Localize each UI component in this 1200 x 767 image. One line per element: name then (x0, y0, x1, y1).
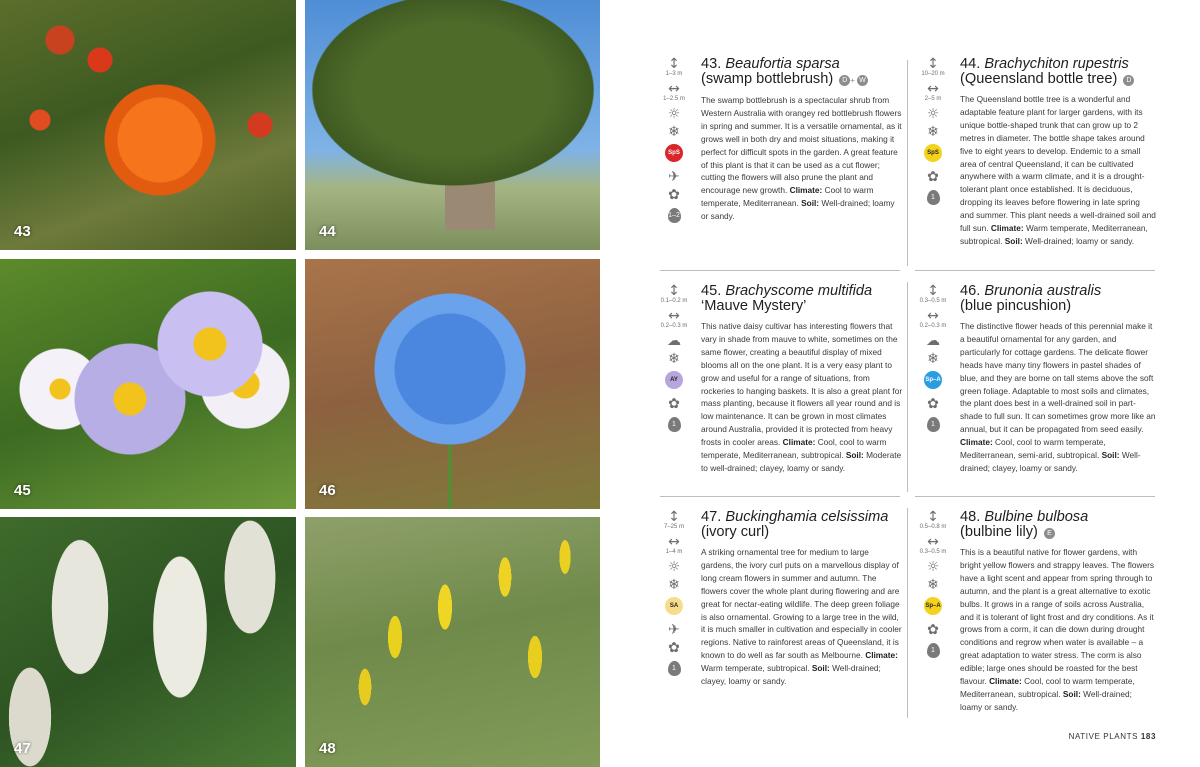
height-value: 7–25 m (663, 524, 684, 530)
plant-entry-46 (918, 284, 1163, 494)
width-icon: ↔ 0.2–0.3 m (919, 308, 947, 329)
plant-number: 44. (960, 56, 981, 72)
frost-icon: ❄ (927, 124, 939, 140)
column-divider (907, 60, 908, 266)
plant-number: 43. (701, 56, 722, 72)
plant-title (960, 510, 1156, 540)
plant-description (701, 546, 903, 688)
photo-number: 48 (319, 740, 336, 757)
water-need: 1 (927, 190, 940, 205)
height-icon: ↕ 7–25 m (663, 509, 684, 530)
flower-season-badge: Sp–A (924, 597, 942, 615)
page-footer (1069, 732, 1156, 741)
height-icon: ↕ 10–20 m (921, 56, 945, 77)
plant-latin-name: Buckinghamia celsissima (725, 509, 889, 525)
climate-label: Climate: (990, 223, 1024, 234)
photo-number: 47 (14, 740, 31, 757)
flower-season-badge: SpS (924, 144, 942, 162)
photo-number: 44 (319, 223, 336, 240)
height-icon: ↕ 0.3–0.5 m (919, 283, 947, 304)
plant-common-name: (swamp bottlebrush) (701, 71, 834, 87)
soil-value: Well-drained; clayey, loamy or sandy. (960, 450, 1141, 473)
frost-icon: ❄ (927, 577, 939, 593)
soil-value: Well-drained; loamy or sandy. (1025, 235, 1135, 246)
wildlife-icon: ✿ (927, 396, 939, 412)
width-value: 0.2–0.3 m (919, 323, 947, 329)
plant-latin-name: Brunonia australis (984, 283, 1102, 299)
soil-value: Well-drained; loamy or sandy. (701, 198, 895, 222)
tag-badge: D (1123, 75, 1134, 86)
plant-description (701, 320, 903, 475)
plant-latin-name: Bulbine bulbosa (984, 509, 1089, 525)
row-divider (660, 270, 900, 271)
height-value: 0.5–0.8 m (919, 524, 947, 530)
soil-label: Soil: (845, 450, 864, 461)
tag-badge: W (857, 75, 868, 86)
soil-label: Soil: (1101, 450, 1120, 461)
description-text: A striking ornamental tree for medium to large gardens, the ivory curl puts on a marvellous display of long cream flowers in summer and autumn. The flowers cover the whole plant during flowering and are great for nectar-eating wildlife. The deep green foliage is also ornamental. Growing to a large tree in the wild, it is much smaller in cultivation and especially in cooler regions. Native to rainforest areas of Queensland, it is known to do well as far south as Melbourne. (701, 547, 902, 661)
flower-season-icon (918, 596, 948, 619)
width-icon: ↔ 0.2–0.3 m (660, 308, 688, 329)
water-need: 1 (668, 661, 681, 676)
plant-title: 43. Beaufortia sparsa (swamp bottlebrush) D + W (701, 57, 903, 88)
climate-value: Cool, cool to warm temperate, Mediterranean, subtropical. (701, 437, 887, 461)
photo-brunonia-australis (305, 259, 600, 509)
water-drop-icon (659, 659, 689, 676)
photo-number: 43 (14, 223, 31, 240)
plant-latin-name: Brachyscome multifida (725, 283, 873, 299)
water-need: 1 (927, 643, 940, 658)
section-title: NATIVE PLANTS (1068, 732, 1139, 741)
sun-icon: ☼ (667, 559, 681, 575)
soil-label: Soil: (801, 198, 820, 209)
plant-entry-47 (659, 510, 904, 720)
climate-value: Warm temperate, Mediterranean, subtropical. (960, 223, 1148, 246)
plant-attributes (659, 284, 689, 436)
bird-icon: ✈ (668, 622, 680, 638)
height-value: 1–3 m (665, 71, 683, 77)
tag-badge: D (839, 75, 850, 86)
plant-number: 46. (960, 283, 981, 299)
row-divider (915, 496, 1155, 497)
frost-icon: ❄ (668, 351, 680, 367)
plant-attributes (918, 284, 948, 436)
sun-icon: ☼ (926, 106, 940, 122)
description-text: This is a beautiful native for flower gardens, with bright yellow flowers and strappy leaves. The flowers have a light scent and appear from spring through to autumn, and the plant is a great alternative to exotic bulbs. It grows in a range of soils across Australia, and it is tolerant of light frost and dry conditions. As it grows from a corm, it can die down during drought conditions and regrow when water is available – a great adaptation to water stress. The corm is also edible; large ones should be roasted for the best flavour. (960, 547, 1154, 687)
description-text: The swamp bottlebrush is a spectacular shrub from Western Australia with orangey red bottlebrush flowers in spring and summer. It is a versatile ornamental, as it grows well in both dry and moist situations, making it perfect for difficult spots in the garden. A great feature of this plant is that it can be used as a cut flower; cutting the flowers will also prune the plant and encourage new growth. (701, 95, 902, 196)
tag-badge: E (1044, 528, 1055, 539)
climate-label: Climate: (789, 185, 823, 196)
photo-number: 45 (14, 482, 31, 499)
plant-common-name: ‘Mauve Mystery’ (701, 298, 807, 314)
plant-attributes (659, 510, 689, 680)
wildlife-icon: ✿ (668, 396, 680, 412)
width-icon: ↔ 1–4 m (665, 534, 683, 555)
plant-title (960, 57, 1156, 87)
water-drop-icon (918, 415, 948, 432)
plant-number: 45. (701, 283, 722, 299)
frost-icon: ❄ (927, 351, 939, 367)
height-icon: ↕ 0.1–0.2 m (660, 283, 688, 304)
wildlife-icon: ✿ (927, 622, 939, 638)
photo-beaufortia-sparsa (0, 0, 296, 250)
height-icon: ↕ 0.5–0.8 m (919, 509, 947, 530)
page-number: 183 (1140, 732, 1156, 741)
width-value: 2–5 m (924, 96, 942, 102)
width-value: 0.3–0.5 m (919, 549, 947, 555)
column-divider (907, 282, 908, 492)
climate-label: Climate: (989, 676, 1022, 687)
plant-title (701, 510, 903, 540)
photo-brachychiton-rupestris (305, 0, 600, 250)
plant-description (701, 94, 903, 223)
wildlife-icon: ✿ (668, 187, 680, 203)
soil-label: Soil: (811, 663, 830, 674)
plant-attributes (918, 510, 948, 662)
soil-label: Soil: (1004, 235, 1023, 246)
description-text: This native daisy cultivar has interesting flowers that vary in shade from mauve to white, sometimes on the same flower, creating a beautiful display of mixed blooms all on the one plant. It is a very easy plant to grow and useful for a range of situations, from rockeries to hanging baskets. It is also a great plant for mass planting, because it flowers all year round and is low maintenance. It can be grown in most climates around Australia, provided it is protected from heavy frosts in cooler areas. (701, 321, 903, 448)
water-drop-icon (659, 206, 689, 223)
photo-number: 46 (319, 482, 336, 499)
plant-entry-43 (659, 57, 904, 267)
flower-season-icon (659, 143, 689, 166)
flower-season-badge: AY (665, 371, 683, 389)
row-divider (915, 270, 1155, 271)
plant-title (701, 284, 903, 314)
frost-icon: ❄ (668, 124, 680, 140)
flower-season-icon (659, 596, 689, 619)
flower-season-badge: SpS (665, 144, 683, 162)
flower-season-icon (918, 370, 948, 393)
soil-value: Well-drained; clayey, loamy or sandy. (701, 663, 881, 687)
plant-common-name: (Queensland bottle tree) (960, 71, 1118, 87)
plant-latin-name: Brachychiton rupestris (984, 56, 1129, 72)
width-icon: ↔ 0.3–0.5 m (919, 534, 947, 555)
photo-brachyscome-multifida (0, 259, 296, 509)
row-divider (660, 496, 900, 497)
height-value: 0.3–0.5 m (919, 298, 947, 304)
plant-number: 48. (960, 509, 981, 525)
description-text: The Queensland bottle tree is a wonderful and adaptable feature plant for larger gardens, with its unique bottle-shaped trunk that can grow up to 2 metres in diameter. The bottle shape takes around five to eight years to develop. Endemic to a small area of central Queensland, it can be cultivated anywhere with a warm climate, and it is a drought-tolerant plant once established. It is deciduous, dropping its leaves before flowering in late spring and summer. This plant needs a well-drained soil and full sun. (960, 94, 1156, 234)
plant-description (960, 546, 1156, 714)
frost-icon: ❄ (668, 577, 680, 593)
climate-label: Climate: (865, 650, 898, 661)
plant-common-name: (bulbine lily) (960, 524, 1038, 540)
plant-description (960, 93, 1156, 248)
sun-icon: ☼ (667, 106, 681, 122)
width-value: 1–2.5 m (663, 96, 685, 102)
width-icon: ↔ 2–5 m (924, 81, 942, 102)
plant-attributes (918, 57, 948, 209)
column-divider (907, 508, 908, 718)
climate-label: Climate: (782, 437, 816, 448)
plant-title (960, 284, 1156, 314)
height-icon: ↕ 1–3 m (665, 56, 683, 77)
plant-attributes (659, 57, 689, 227)
width-value: 0.2–0.3 m (660, 323, 688, 329)
water-need: 1–2 (668, 208, 681, 223)
flower-season-icon (918, 143, 948, 166)
height-value: 10–20 m (921, 71, 945, 77)
water-need: 1 (668, 417, 681, 432)
photo-bulbine-bulbosa (305, 517, 600, 767)
flower-season-badge: SA (665, 597, 683, 615)
plant-entry-44 (918, 57, 1163, 267)
climate-value: Cool, cool to warm temperate, Mediterranean, semi-arid, subtropical. (960, 437, 1106, 461)
soil-value: Well-drained; loamy or sandy. (960, 688, 1132, 712)
plant-common-name: (ivory curl) (701, 524, 770, 540)
climate-value: Cool, cool to warm temperate, Mediterranean, subtropical. (960, 676, 1135, 699)
sun-icon: ☼ (926, 559, 940, 575)
water-drop-icon (918, 188, 948, 205)
soil-label: Soil: (1062, 688, 1081, 699)
water-need: 1 (927, 417, 940, 432)
plant-entry-48 (918, 510, 1163, 720)
height-value: 0.1–0.2 m (660, 298, 688, 304)
plant-description (960, 320, 1156, 475)
width-value: 1–4 m (665, 549, 683, 555)
photo-buckinghamia-celsissima (0, 517, 296, 767)
part-shade-icon: ☁ (667, 333, 681, 349)
width-icon: ↔ 1–2.5 m (663, 81, 685, 102)
part-shade-icon: ☁ (926, 333, 940, 349)
description-text: The distinctive flower heads of this perennial make it a beautiful ornamental for any garden, and particularly for cottage gardens. The delicate flower heads have many tiny flowers in pastel shades of blue, and they are borne on tall stems above the soft green foliage. Adaptable to most soils and climates, the plant does best in a well-drained soil in part-shade to full sun. It can sometimes grow more like an annual, but it can be propagated from seed easily. (960, 321, 1156, 435)
plant-latin-name: Beaufortia sparsa (725, 56, 840, 72)
plant-common-name: (blue pincushion) (960, 298, 1072, 314)
flower-season-icon (659, 370, 689, 393)
plant-number: 47. (701, 509, 722, 525)
water-drop-icon (659, 415, 689, 432)
wildlife-icon: ✿ (927, 169, 939, 185)
plant-entry-45 (659, 284, 904, 494)
climate-label: Climate: (960, 437, 993, 448)
climate-value: Warm temperate, subtropical. (701, 663, 810, 674)
flower-season-badge: Sp–A (924, 371, 942, 389)
wildlife-icon: ✿ (668, 640, 680, 656)
water-drop-icon (918, 641, 948, 658)
bird-icon: ✈ (668, 169, 680, 185)
soil-value: Moderate to well-drained; clayey, loamy or sandy. (701, 450, 902, 473)
climate-value: Cool to warm temperate, Mediterranean. (701, 185, 874, 209)
